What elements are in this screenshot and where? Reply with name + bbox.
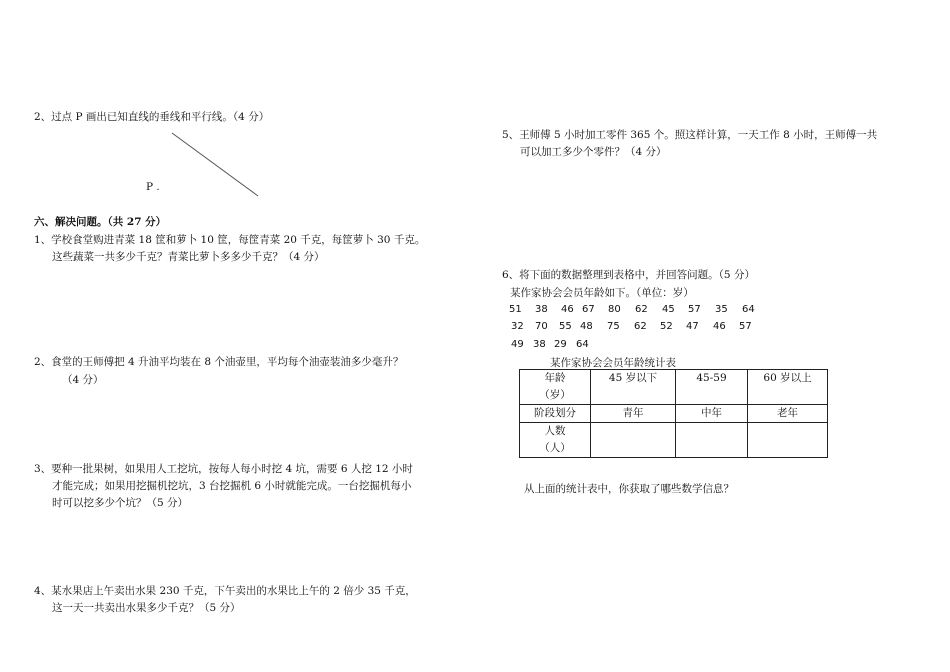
geometry-question: 2、过点 P 画出已知直线的垂线和平行线。（4 分） — [34, 111, 270, 123]
table-row — [520, 405, 828, 423]
table-cell: 60 岁以上 — [748, 370, 828, 405]
age-value: 49 — [511, 339, 524, 350]
ages-intro: 某作家协会会员年龄如下。（单位：岁） — [510, 287, 694, 299]
age-value: 38 — [533, 339, 546, 350]
age-value: 46 — [561, 304, 574, 315]
age-value: 47 — [686, 321, 699, 332]
ages-row-3 — [511, 339, 589, 350]
ages-row-2 — [511, 321, 752, 332]
problem-4-line-1: 4、某水果店上午卖出水果 230 千克，下午卖出的水果比上午的 2 倍少 35 千克， — [34, 585, 416, 597]
age-value: 45 — [662, 304, 675, 315]
problem-6-line-1: 6、将下面的数据整理到表格中，并回答问题。（5 分） — [502, 269, 755, 281]
count-header-unit: （人） — [539, 442, 571, 454]
problem-1-line-2: 这些蔬菜一共多少千克？青菜比萝卜多多少千克？（4 分） — [52, 251, 325, 263]
table-cell-blank[interactable] — [591, 423, 676, 458]
age-value: 80 — [608, 304, 621, 315]
problem-1-line-1: 1、学校食堂购进青菜 18 筐和萝卜 10 筐，每筐青菜 20 千克，每筐萝卜 30 千克。 — [34, 234, 426, 246]
age-value: 55 — [559, 321, 572, 332]
age-value: 64 — [742, 304, 755, 315]
table-cell-count-header — [520, 423, 591, 458]
table-cell: 45 岁以下 — [591, 370, 676, 405]
age-value: 67 — [582, 304, 595, 315]
age-header-label: 年龄 — [544, 372, 566, 384]
table-cell-age-header — [520, 370, 591, 405]
problem-2-line-2: （4 分） — [62, 374, 104, 386]
table-cell: 青年 — [591, 405, 676, 423]
section-title: 六、解决问题。（共 27 分） — [34, 216, 167, 228]
problem-5-line-2: 可以加工多少个零件？（4 分） — [520, 146, 667, 158]
problem-3-line-3: 时可以挖多少个坑？（5 分） — [52, 497, 189, 509]
given-line — [172, 133, 258, 196]
age-value: 46 — [713, 321, 726, 332]
problem-3-line-1: 3、要种一批果树，如果用人工挖坑，按每人每小时挖 4 坑，需要 6 人挖 12 小时 — [34, 463, 413, 475]
age-value: 32 — [511, 321, 524, 332]
table-row — [520, 423, 828, 458]
table-cell-blank[interactable] — [676, 423, 748, 458]
table-cell-blank[interactable] — [748, 423, 828, 458]
problem-5-line-1: 5、王师傅 5 小时加工零件 365 个。照这样计算，一天工作 8 小时，王师傅一共 — [502, 129, 878, 141]
age-value: 70 — [535, 321, 548, 332]
table-cell: 阶段划分 — [520, 405, 591, 423]
age-value: 48 — [580, 321, 593, 332]
table-cell: 45-59 — [676, 370, 748, 405]
statistics-question: 从上面的统计表中，你获取了哪些数学信息？ — [524, 483, 734, 495]
age-value: 51 — [509, 304, 522, 315]
age-value: 35 — [715, 304, 728, 315]
age-value: 29 — [554, 339, 567, 350]
age-value: 62 — [635, 304, 648, 315]
table-cell: 中年 — [676, 405, 748, 423]
table-title: 某作家协会会员年龄统计表 — [550, 357, 676, 369]
point-p-label: P . — [146, 181, 160, 193]
count-header-label: 人数 — [544, 425, 566, 437]
table-row — [520, 370, 828, 405]
table-cell: 老年 — [748, 405, 828, 423]
problem-3-line-2: 才能完成；如果用挖掘机挖坑，3 台挖掘机 6 小时就能完成。一台挖掘机每小 — [52, 480, 412, 492]
age-value: 64 — [576, 339, 589, 350]
problem-2-line-1: 2、食堂的王师傅把 4 升油平均装在 8 个油壶里，平均每个油壶装油多少毫升？ — [34, 356, 404, 368]
age-value: 57 — [739, 321, 752, 332]
ages-row-1 — [509, 304, 755, 315]
age-value: 62 — [634, 321, 647, 332]
age-value: 57 — [688, 304, 701, 315]
age-value: 52 — [660, 321, 673, 332]
age-value: 75 — [607, 321, 620, 332]
age-value: 38 — [535, 304, 548, 315]
age-statistics-table — [519, 369, 828, 458]
age-header-unit: （岁） — [539, 389, 571, 401]
problem-4-line-2: 这一天一共卖出水果多少千克？（5 分） — [52, 602, 241, 614]
